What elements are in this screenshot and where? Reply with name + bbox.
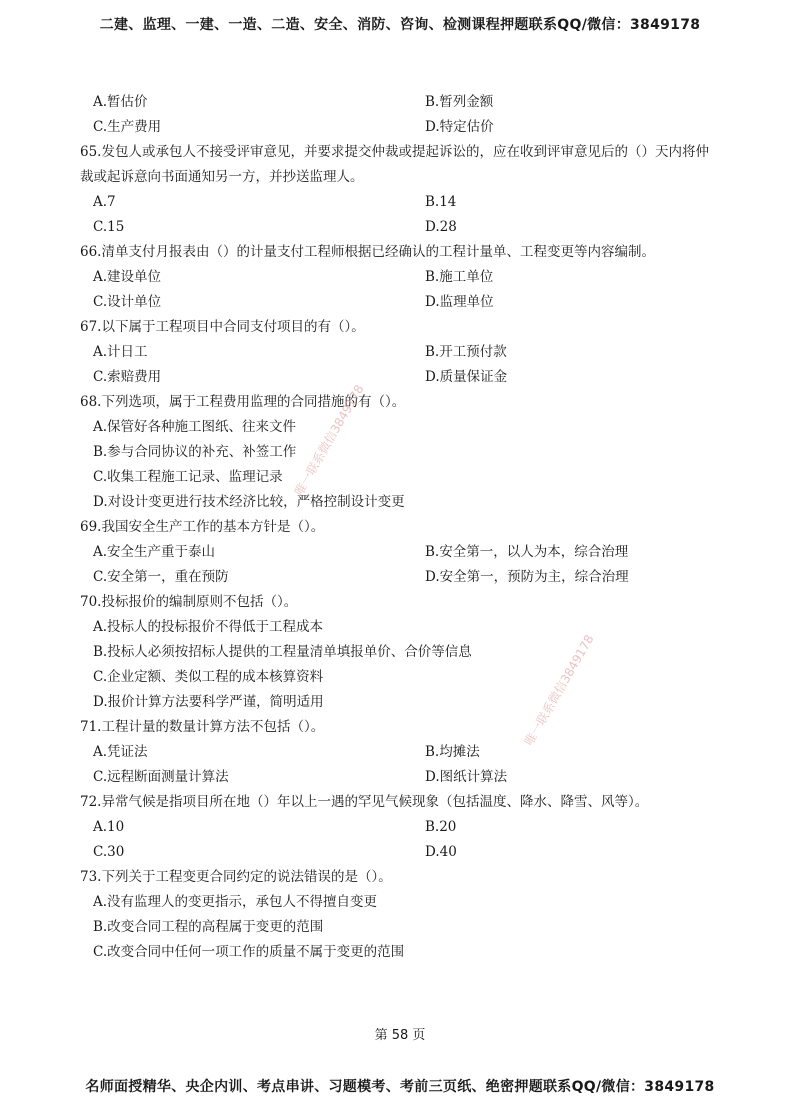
option-c: C.收集工程施工记录、监理记录 [93, 469, 283, 485]
option-c: C.索赔费用 [93, 369, 162, 385]
option-d: D.特定估价 [425, 119, 494, 135]
option-b: B.14 [425, 194, 457, 210]
option-a: A.暂估价 [93, 94, 148, 110]
option-row [80, 765, 760, 790]
page-header: 二建、监理、一建、一造、二造、安全、消防、咨询、检测课程押题联系QQ/微信：3849178 [99, 17, 701, 33]
option-row [80, 540, 760, 565]
question-71-stem: 71.工程计量的数量计算方法不包括（）。 [80, 719, 325, 735]
option-row [80, 215, 760, 240]
option-c: C.30 [93, 844, 125, 860]
option-d: D.报价计算方法要科学严谨，简明适用 [93, 694, 324, 710]
option-d: D.质量保证金 [425, 369, 508, 385]
option-b: B.开工预付款 [425, 344, 507, 360]
question-68-stem: 68.下列选项，属于工程费用监理的合同措施的有（）。 [80, 394, 406, 410]
option-row [80, 565, 760, 590]
option-row [80, 190, 760, 215]
option-b: B.均摊法 [425, 744, 480, 760]
option-a: A.保管好各种施工图纸、往来文件 [93, 419, 297, 435]
option-d: D.40 [425, 844, 457, 860]
option-row [80, 115, 760, 140]
option-d: D.对设计变更进行技术经济比较，严格控制设计变更 [93, 494, 405, 510]
option-d: D.28 [425, 219, 457, 235]
option-row [80, 265, 760, 290]
option-d: D.监理单位 [425, 294, 494, 310]
option-a: A.10 [93, 819, 125, 835]
option-c: C.15 [93, 219, 125, 235]
option-c: C.安全第一，重在预防 [93, 569, 229, 585]
option-d: D.安全第一，预防为主，综合治理 [425, 569, 629, 585]
option-row [80, 340, 760, 365]
option-b: B.投标人必须按招标人提供的工程量清单填报单价、合价等信息 [93, 644, 472, 660]
page-number: 第 58 页 [374, 1028, 426, 1043]
watermark: 唯一联系微信3849178 [291, 382, 367, 498]
option-b: B.安全第一，以人为本，综合治理 [425, 544, 629, 560]
option-a: A.建设单位 [93, 269, 162, 285]
question-73-stem: 73.下列关于工程变更合同约定的说法错误的是（）。 [80, 869, 392, 885]
option-c: C.企业定额、类似工程的成本核算资料 [93, 669, 324, 685]
question-70-stem: 70.投标报价的编制原则不包括（）。 [80, 594, 298, 610]
option-c: C.改变合同中任何一项工作的质量不属于变更的范围 [93, 944, 405, 960]
option-row [80, 90, 760, 115]
option-a: A.安全生产重于泰山 [93, 544, 216, 560]
question-65-stem: 65.发包人或承包人不接受评审意见，并要求提交仲裁或提起诉讼的，应在收到评审意见后的（）天内将仲 裁或起诉意向书面通知另一方，并抄送监理人。 [80, 144, 709, 185]
question-67-stem: 67.以下属于工程项目中合同支付项目的有（）。 [80, 319, 365, 335]
option-a: A.计日工 [93, 344, 148, 360]
option-a: A.凭证法 [93, 744, 148, 760]
option-a: A.7 [93, 194, 116, 210]
question-66-stem: 66.清单支付月报表由（）的计量支付工程师根据已经确认的工程计量单、工程变更等内容编制。 [80, 244, 655, 260]
watermark: 唯一联系微信3849178 [521, 632, 597, 748]
option-a: A.没有监理人的变更指示，承包人不得擅自变更 [93, 894, 378, 910]
option-b: B.暂列金额 [425, 94, 494, 110]
option-b: B.改变合同工程的高程属于变更的范围 [93, 919, 324, 935]
option-b: B.参与合同协议的补充、补签工作 [93, 444, 297, 460]
page-footer: 名师面授精华、央企内训、考点串讲、习题模考、考前三页纸、绝密押题联系QQ/微信：3849178 [85, 1079, 715, 1095]
option-c: C.生产费用 [93, 119, 162, 135]
option-b: B.施工单位 [425, 269, 494, 285]
option-c: C.设计单位 [93, 294, 162, 310]
option-a: A.投标人的投标报价不得低于工程成本 [93, 619, 324, 635]
option-row [80, 840, 760, 865]
option-b: B.20 [425, 819, 457, 835]
option-row [80, 740, 760, 765]
option-row [80, 815, 760, 840]
document-body [80, 90, 760, 965]
option-row [80, 290, 760, 315]
option-d: D.图纸计算法 [425, 769, 508, 785]
option-c: C.远程断面测量计算法 [93, 769, 229, 785]
question-69-stem: 69.我国安全生产工作的基本方针是（）。 [80, 519, 325, 535]
question-72-stem: 72.异常气候是指项目所在地（）年以上一遇的罕见气候现象（包括温度、降水、降雪、风等）。 [80, 794, 649, 810]
option-row [80, 365, 760, 390]
